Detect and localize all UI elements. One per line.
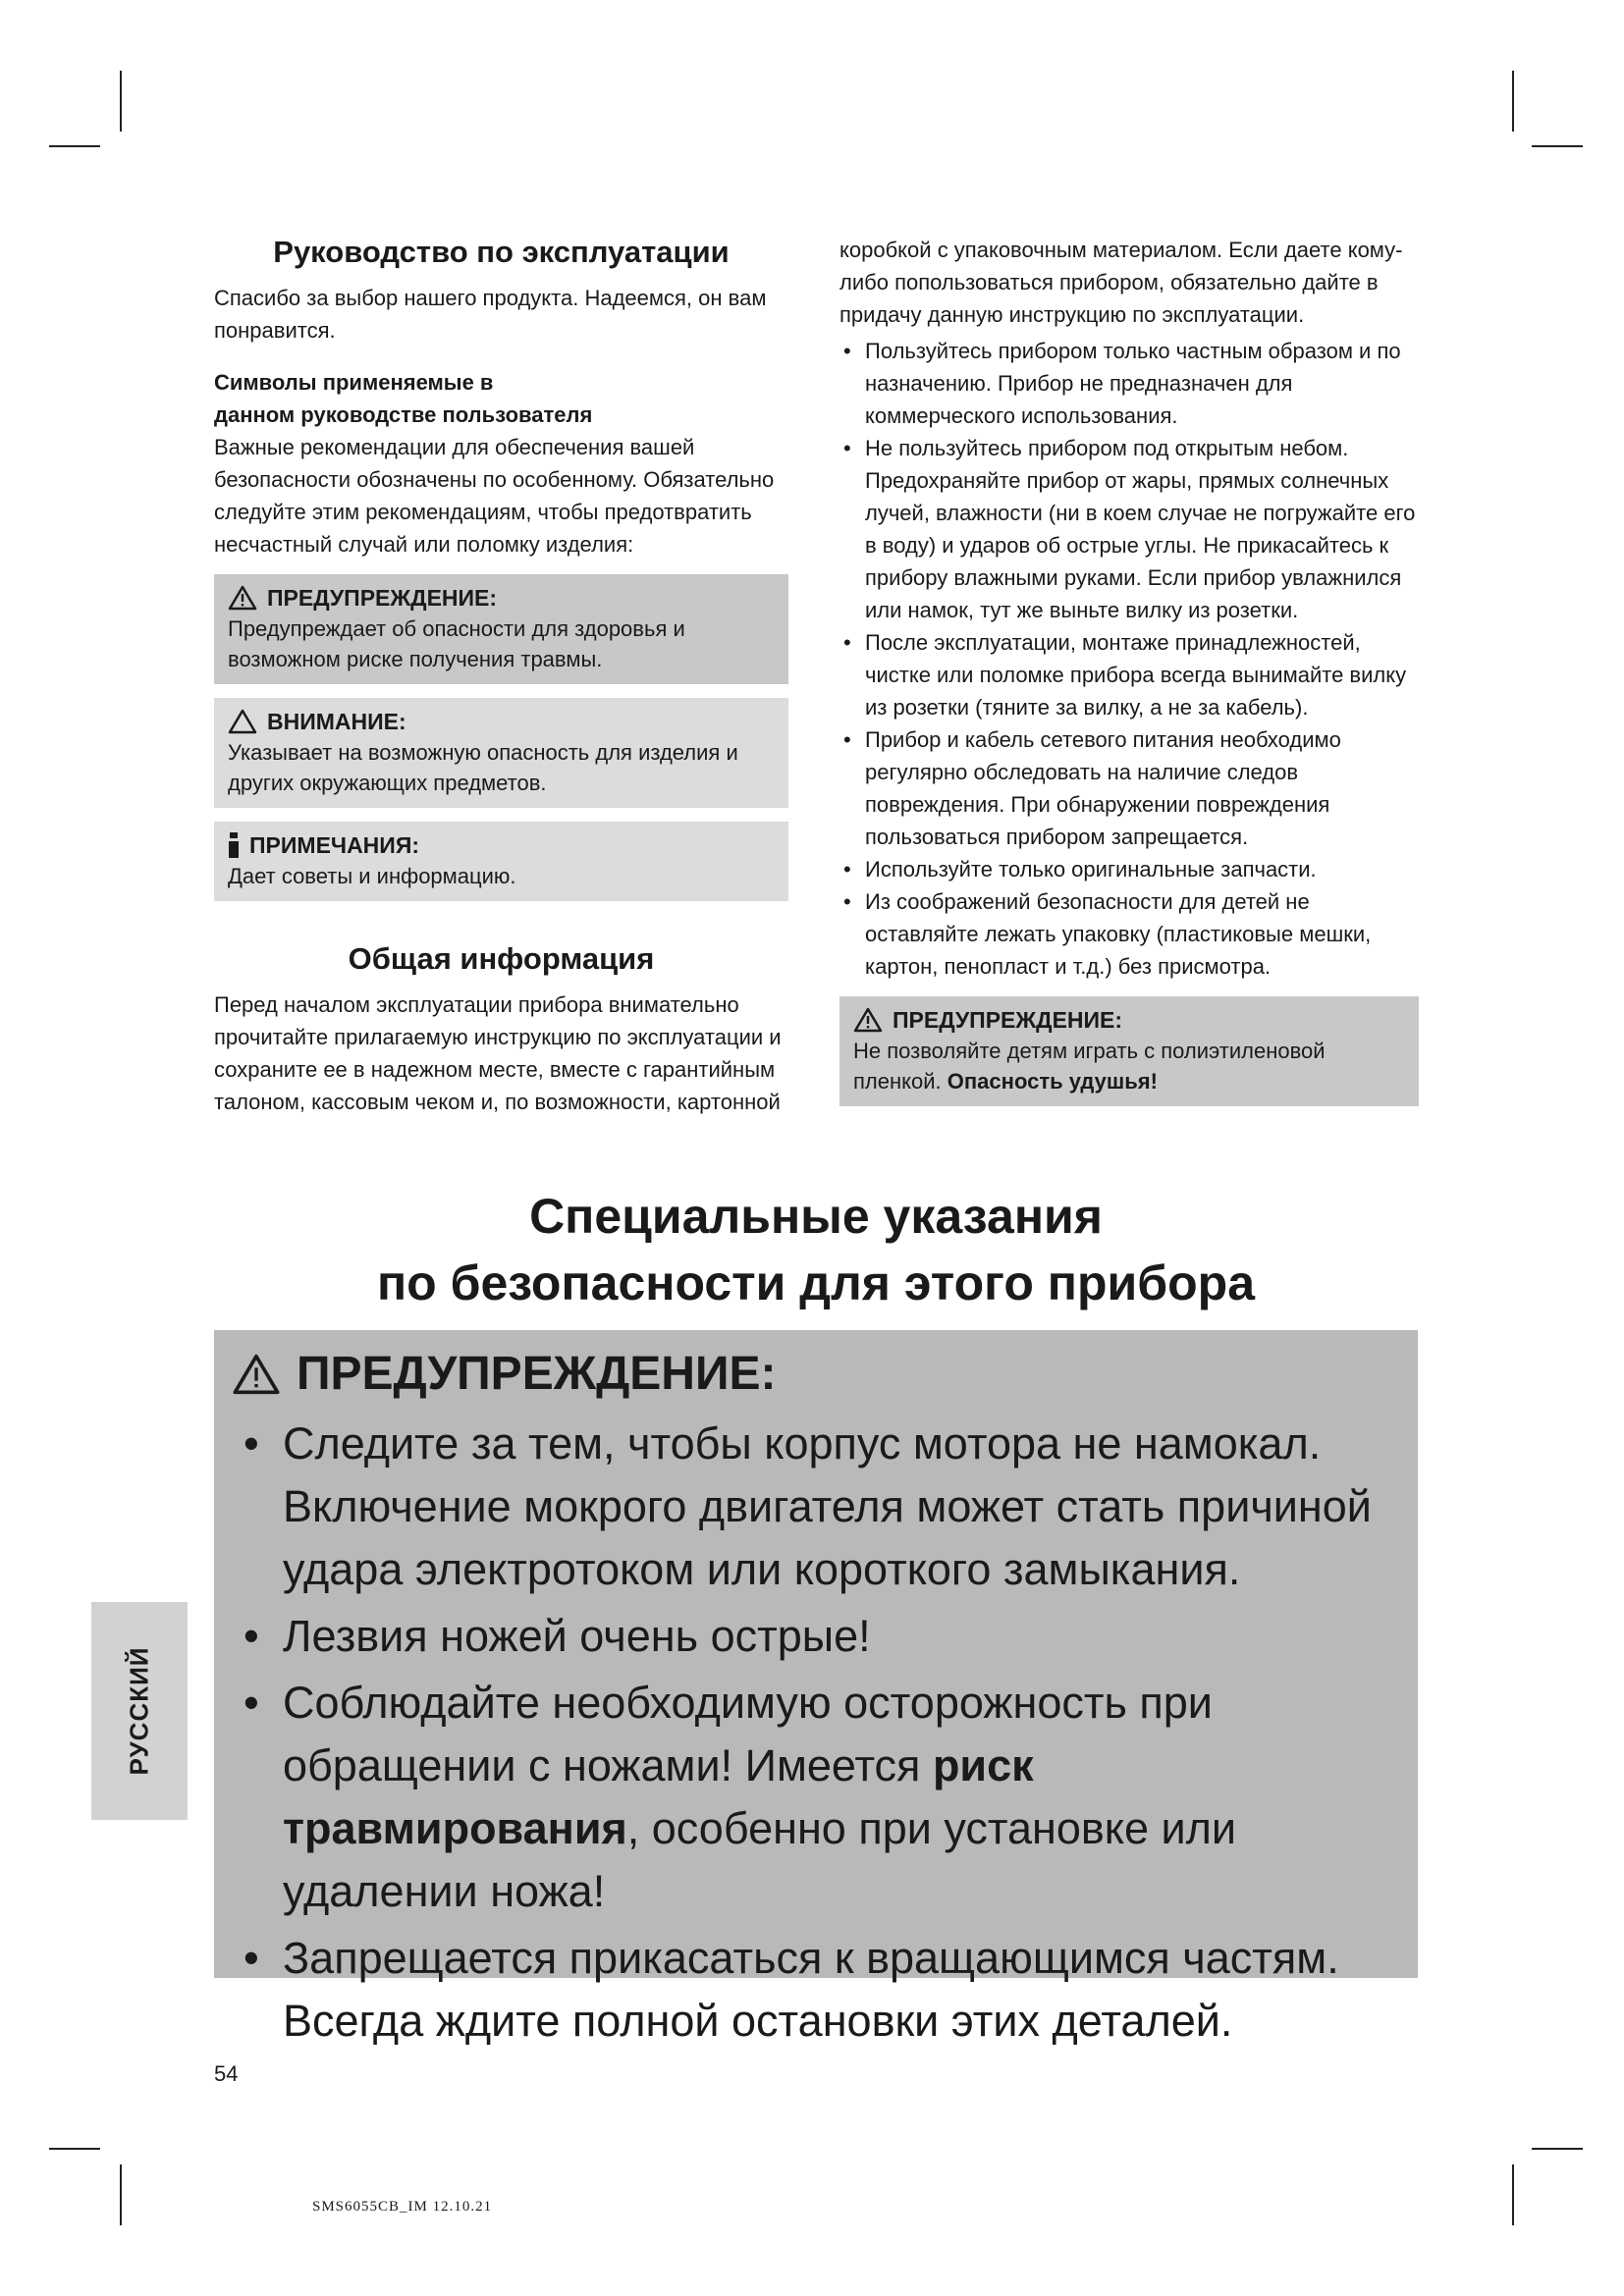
children-warning-head [853,1004,1405,1036]
crop-mark [120,2164,122,2225]
list-item: • Пользуйтесь прибором только частным образом и по назначению. Прибор не предназначен для коммерческого использования. [839,335,1419,432]
list-item: • Следите за тем, чтобы корпус мотора не намокал. Включение мокрого двигателя может стать причиной удара электротоком или короткого замыкания. [232,1413,1394,1601]
special-warning-head [232,1340,1394,1409]
safety-list [839,335,1419,983]
children-warning-box [839,996,1419,1106]
warning-box-label: ПРЕДУПРЕЖДЕНИЕ: [267,584,498,611]
warning-box-head [228,582,775,614]
notes-box [214,822,788,901]
crop-mark [49,145,100,147]
warning-box-text: Предупреждает об опасности для здоровья и возможном риске получения травмы. [228,615,685,671]
special-warning-box [214,1330,1418,2046]
left-column [214,234,788,1118]
general-title: Общая информация [348,940,655,976]
crop-mark [1512,2164,1514,2225]
crop-mark [49,2148,100,2150]
list-item: • Лезвия ножей очень острые! [232,1605,1394,1668]
list-item: • Из соображений безопасности для детей не оставляйте лежать упаковку (пластиковые мешки, картон, пенопласт и т.д.) без присмотра. [839,885,1419,983]
warning-box [214,574,788,684]
caution-box-head [228,706,775,737]
caution-box [214,698,788,808]
crop-mark [120,71,122,132]
warning-triangle-icon [228,585,257,611]
warning-triangle-icon [853,1007,883,1033]
special-warning-label: ПРЕДУПРЕЖДЕНИЕ: [297,1348,777,1400]
caution-triangle-icon [228,709,257,734]
notes-box-label: ПРИМЕЧАНИЯ: [249,831,420,858]
thanks-text: Спасибо за выбор нашего продукта. Надеемся, он вам понравится. [214,285,767,343]
notes-box-text: Дает советы и информацию. [228,863,516,888]
special-title-line2: по безопасности для этого прибора [376,1255,1256,1310]
general-text: Перед началом эксплуатации прибора внимательно прочитайте прилагаемую инструкцию по эксплуатации и сохраните ее в надежном месте, вместе с гарантийным талоном, кассовым чеком и, по возможности, картонной [214,991,782,1114]
symbols-heading-line1: Символы применяемые в [214,369,494,395]
list-item: • После эксплуатации, монтаже принадлежностей, чистке или поломке прибора всегда вынимайте вилку из розетки (тяните за вилку, а не за кабель). [839,626,1419,723]
crop-mark [1532,145,1583,147]
symbols-heading-line2: данном руководстве пользователя [214,401,593,427]
special-warning-list [232,1413,1394,2053]
symbols-text: Важные рекомендации для обеспечения вашей безопасности обозначены по особенному. Обязательно следуйте этим рекомендациям, чтобы предотвратить несчастный случай или поломку изделия: [214,434,775,557]
crop-mark [1532,2148,1583,2150]
info-icon [228,832,240,858]
children-warning-text: Не позволяйте детям играть с полиэтиленовой пленкой. [853,1039,1326,1094]
children-warning-body [853,1036,1405,1096]
symbols-heading [214,366,788,431]
right-column [839,234,1419,1106]
list-item [232,1672,1394,1923]
bullet3-pre: Соблюдайте необходимую осторожность при обращении с ножами! Имеется [283,1678,1213,1790]
notes-box-head [228,829,775,861]
children-warning-bold: Опасность удушья! [947,1069,1158,1094]
footer-code: SMS6055CB_IM 12.10.21 [312,2199,493,2215]
bullet3-post: , особенно при установке или удалении ножа! [283,1803,1237,1916]
children-warning-label: ПРЕДУПРЕЖДЕНИЕ: [893,1007,1123,1033]
special-title-line1: Специальные указания [529,1189,1103,1244]
page-number: 54 [214,2061,239,2086]
special-title [214,1183,1418,1316]
list-item: • Запрещается прикасаться к вращающимся частям. Всегда ждите полной остановки этих деталей. [232,1927,1394,2053]
warning-triangle-icon [232,1353,281,1396]
caution-box-label: ВНИМАНИЕ: [267,708,406,734]
list-item: • Не пользуйтесь прибором под открытым небом. Предохраняйте прибор от жары, прямых солнечных лучей, влажности (ни в коем случае не погружайте его в воду) и ударов об острые углы. Не прикасайтесь к прибору влажными руками. Если прибор увлажнился или намок, тут же выньте вилку из розетки. [839,432,1419,626]
language-tab [91,1602,188,1820]
manual-title: Руководство по эксплуатации [273,235,730,269]
list-item: • Используйте только оригинальные запчасти. [839,853,1419,885]
bullet3-bold: риск травмирования [283,1740,1034,1853]
language-tab-label: РУССКИЙ [124,1646,154,1776]
crop-mark [1512,71,1514,132]
continued-text: коробкой с упаковочным материалом. Если даете кому-либо попользоваться прибором, обязательно дайте в придачу данную инструкцию по эксплуатации. [839,238,1403,327]
list-item: • Прибор и кабель сетевого питания необходимо регулярно обследовать на наличие следов повреждения. При обнаружении повреждения пользоваться прибором запрещается. [839,723,1419,853]
caution-box-text: Указывает на возможную опасность для изделия и других окружающих предметов. [228,739,738,795]
